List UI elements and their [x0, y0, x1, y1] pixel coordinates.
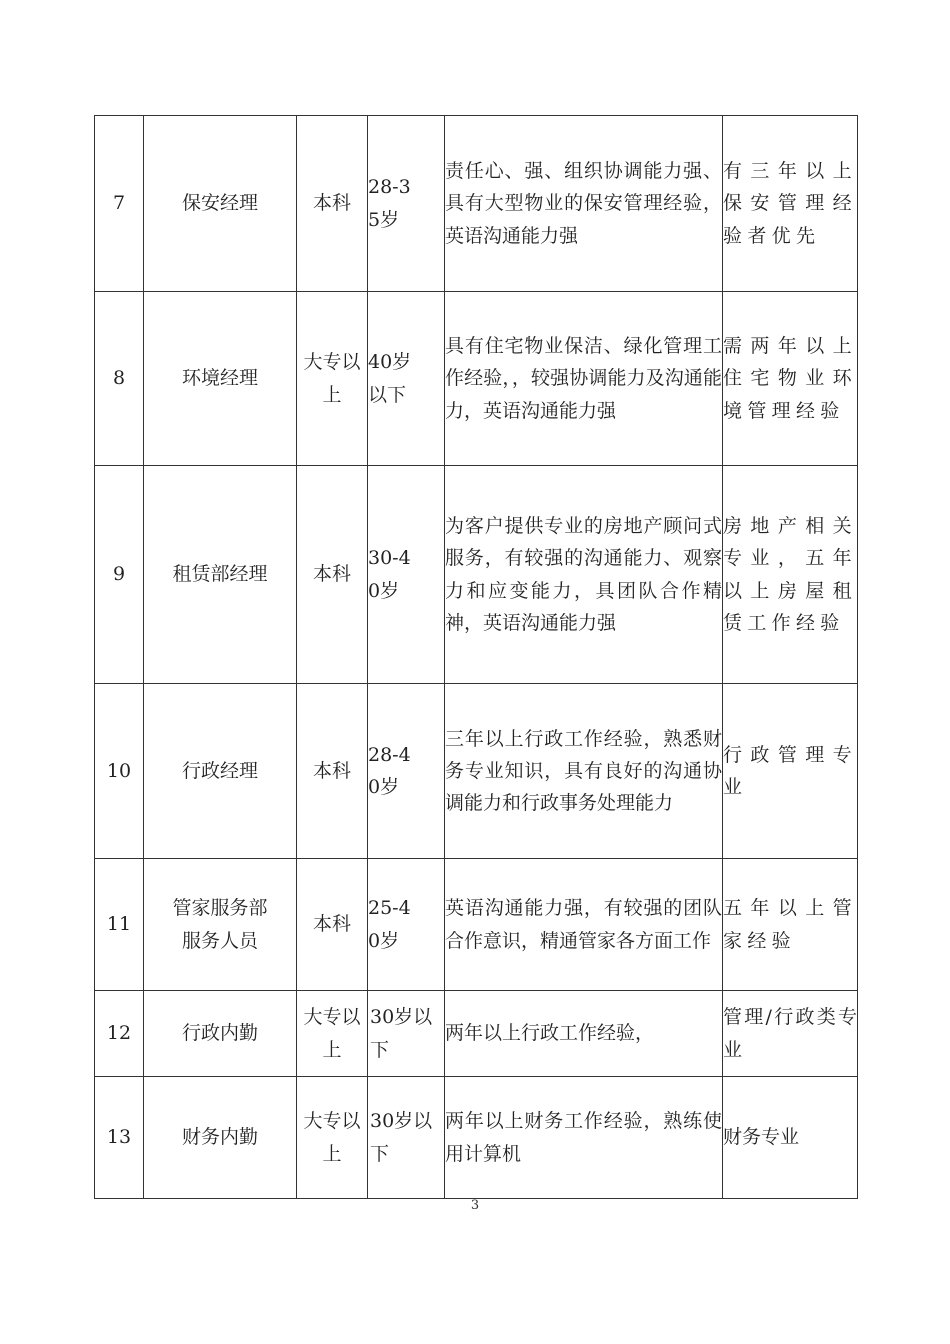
- education-cell: 大专以上: [297, 1077, 368, 1199]
- age-cell: 30-4 0岁: [368, 466, 445, 684]
- row-number: 11: [95, 859, 144, 991]
- position-cell: 行政经理: [144, 684, 297, 859]
- row-number: 10: [95, 684, 144, 859]
- age-cell: 30岁以下: [368, 991, 445, 1077]
- age-cell: 28-4 0岁: [368, 684, 445, 859]
- table-row: [95, 991, 858, 1077]
- table-row: [95, 116, 858, 292]
- requirements-cell: 两年以上财务工作经验，熟练使用计算机: [445, 1077, 723, 1199]
- education-cell: 本科: [297, 859, 368, 991]
- remarks-cell: 行政管理专业: [723, 684, 858, 859]
- age-cell: 40岁 以下: [368, 292, 445, 466]
- age-cell: 30岁以下: [368, 1077, 445, 1199]
- remarks-cell: 管理/行政类专业: [723, 991, 858, 1077]
- education-cell: 本科: [297, 466, 368, 684]
- requirements-cell: 英语沟通能力强，有较强的团队合作意识，精通管家各方面工作: [445, 859, 723, 991]
- row-number: 13: [95, 1077, 144, 1199]
- education-cell: 大专以上: [297, 991, 368, 1077]
- position-cell: 财务内勤: [144, 1077, 297, 1199]
- age-cell: 25-4 0岁: [368, 859, 445, 991]
- education-cell: 本科: [297, 684, 368, 859]
- position-cell: 行政内勤: [144, 991, 297, 1077]
- remarks-cell: 需两年以上住宅物业环境管理经验: [723, 292, 858, 466]
- table-row: [95, 1077, 858, 1199]
- table-row: [95, 684, 858, 859]
- row-number: 12: [95, 991, 144, 1077]
- education-cell: 本科: [297, 116, 368, 292]
- remarks-cell: 有三年以上保安管理经验者优先: [723, 116, 858, 292]
- page-number: 3: [470, 1198, 480, 1213]
- remarks-cell: 房地产相关专业，五年以上房屋租赁工作经验: [723, 466, 858, 684]
- position-cell: 保安经理: [144, 116, 297, 292]
- table-row: [95, 859, 858, 991]
- position-cell: 租赁部经理: [144, 466, 297, 684]
- table-row: [95, 292, 858, 466]
- row-number: 7: [95, 116, 144, 292]
- requirements-cell: 三年以上行政工作经验，熟悉财务专业知识，具有良好的沟通协调能力和行政事务处理能力: [445, 684, 723, 859]
- row-number: 8: [95, 292, 144, 466]
- age-cell: 28-3 5岁: [368, 116, 445, 292]
- row-number: 9: [95, 466, 144, 684]
- requirements-cell: 为客户提供专业的房地产顾问式服务，有较强的沟通能力、观察力和应变能力，具团队合作精神，英语沟通能力强: [445, 466, 723, 684]
- remarks-cell: 财务专业: [723, 1077, 858, 1199]
- requirements-cell: 责任心、强、组织协调能力强、具有大型物业的保安管理经验，英语沟通能力强: [445, 116, 723, 292]
- requirements-table: [94, 115, 858, 1199]
- requirements-cell: 具有住宅物业保洁、绿化管理工作经验，，较强协调能力及沟通能力，英语沟通能力强: [445, 292, 723, 466]
- requirements-cell: 两年以上行政工作经验，: [445, 991, 723, 1077]
- position-cell: 环境经理: [144, 292, 297, 466]
- remarks-cell: 五年以上管家经验: [723, 859, 858, 991]
- position-cell: 管家服务部服务人员: [144, 859, 297, 991]
- table-row: [95, 466, 858, 684]
- education-cell: 大专以上: [297, 292, 368, 466]
